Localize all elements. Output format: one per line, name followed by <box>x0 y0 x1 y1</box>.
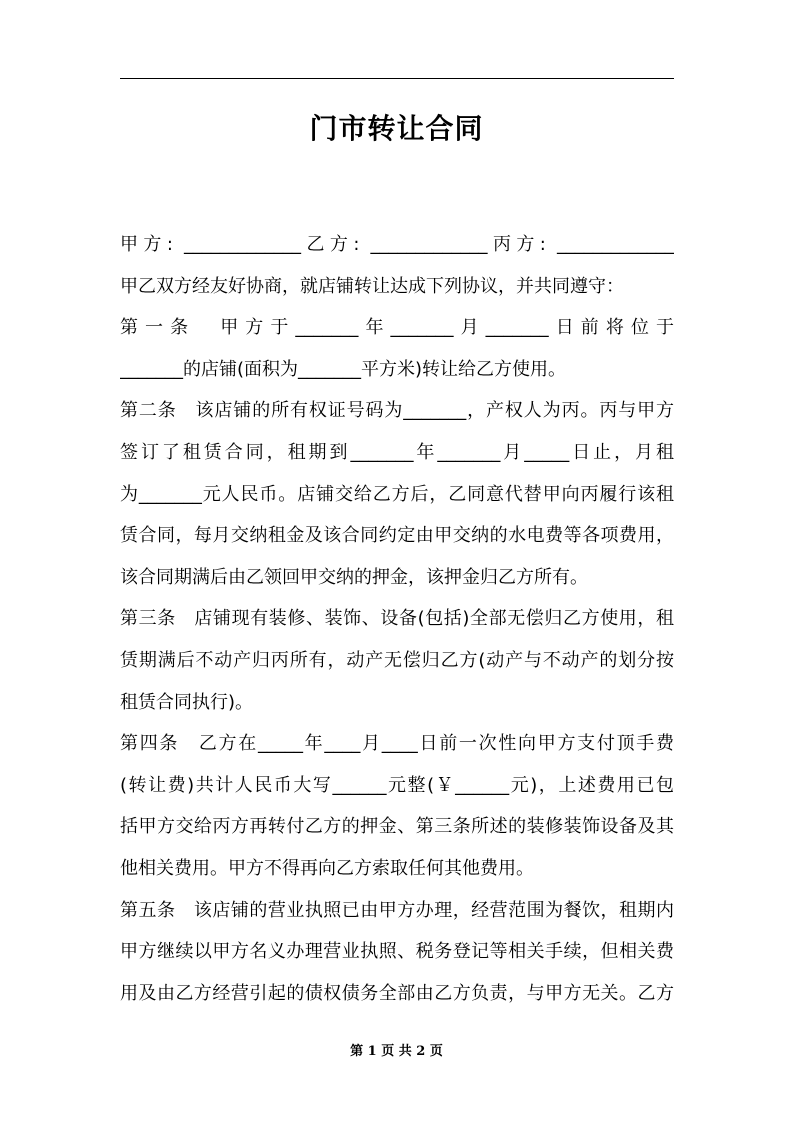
text-line: 该合同期满后由乙领回甲交纳的押金，该押金归乙方所有。 <box>120 566 588 588</box>
text-line: 甲方: _____________乙方: _____________丙方: _____________ <box>120 234 674 255</box>
page-number: 第 1 页 共 2 页 <box>350 1044 443 1059</box>
text-line: 甲乙双方经友好协商，就店铺转让达成下列协议，并共同遵守： <box>120 275 624 297</box>
text-line: 甲方继续以甲方名义办理营业执照、税务登记等相关手续，但相关费 <box>120 941 674 963</box>
header-rule <box>120 78 674 79</box>
text-line: 他相关费用。甲方不得再向乙方索取任何其他费用。 <box>120 857 534 879</box>
text-line: 第三条 店铺现有装修、装饰、设备(包括)全部无偿归乙方使用，租 <box>120 608 674 630</box>
text-line: 第一条 甲方于_______年_______月_______日前将位于 <box>120 317 674 339</box>
text-line: 租赁合同执行)。 <box>120 691 254 713</box>
text-line: 括甲方交给丙方再转付乙方的押金、第三条所述的装修装饰设备及其 <box>120 816 674 838</box>
text-line: 赁合同，每月交纳租金及该合同约定由甲交纳的水电费等各项费用， <box>120 525 674 547</box>
text-line: 签订了租赁合同，租期到_______年_______月_____日止，月租 <box>120 441 674 463</box>
text-line: (转让费)共计人民币大写______元整(￥______元)，上述费用已包 <box>120 774 674 796</box>
text-line: 第二条 该店铺的所有权证号码为_______，产权人为丙。丙与甲方 <box>120 400 674 422</box>
text-line: 赁期满后不动产归丙所有，动产无偿归乙方(动产与不动产的划分按 <box>120 649 674 671</box>
document-title: 门市转让合同 <box>309 112 484 145</box>
text-line: 用及由乙方经营引起的债权债务全部由乙方负责，与甲方无关。乙方 <box>120 982 674 1004</box>
text-line: 为_______元人民币。店铺交给乙方后，乙同意代替甲向丙履行该租 <box>120 483 674 505</box>
text-line: 第四条 乙方在_____年____月____日前一次性向甲方支付顶手费 <box>120 733 674 755</box>
contract-body <box>120 224 674 1014</box>
text-line: _______的店铺(面积为_______平方米)转让给乙方使用。 <box>120 358 567 380</box>
text-line: 第五条 该店铺的营业执照已由甲方办理，经营范围为餐饮，租期内 <box>120 899 674 921</box>
